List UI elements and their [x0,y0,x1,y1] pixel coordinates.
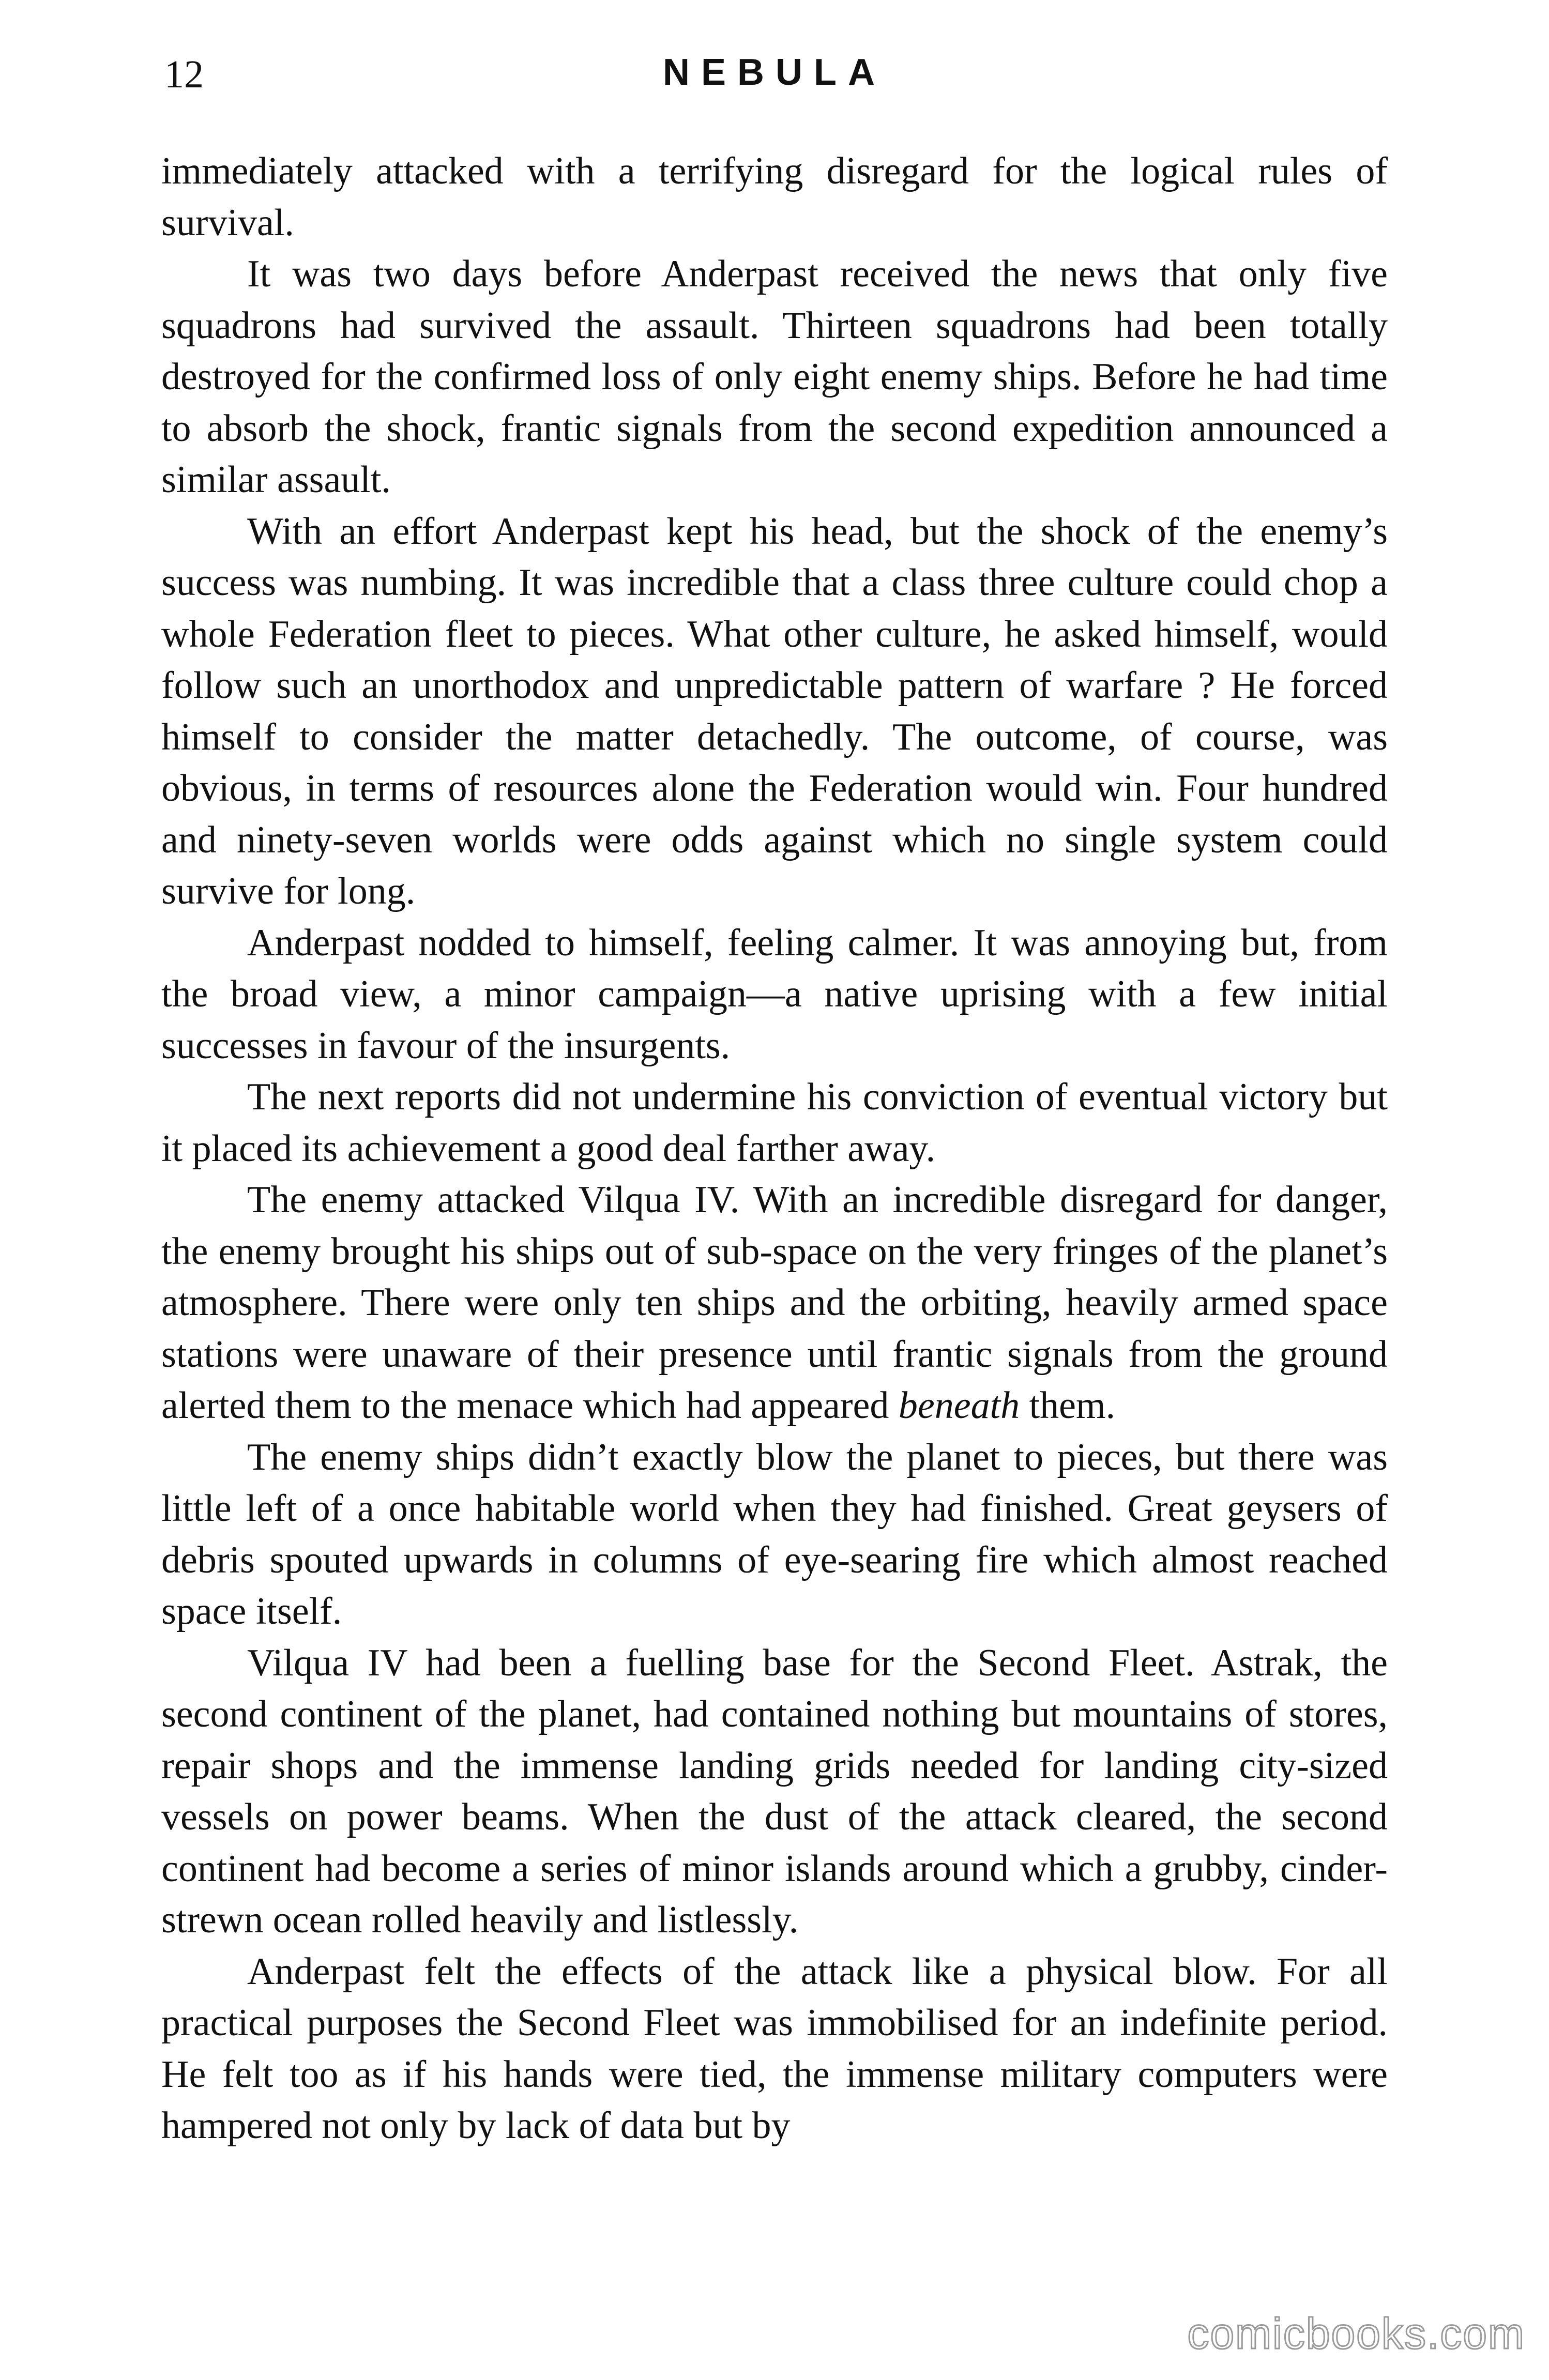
paragraph-text: Anderpast felt the effects of the attack like a physical blow. For all practical purposes the Second Fleet was immobilised for an indefinite period. He felt too as if his hands were tied, the immense military computers were hampered not only by lack of data but by [161,1950,1388,2147]
paragraph-text: With an effort Anderpast kept his head, but the shock of the enemy’s success was numbing. It was incredible that a class three culture could chop a whole Federation fleet to pieces. What other culture, he asked himself, would follow such an unorthodox and unpredictable pattern of warfare ? He forced himself to consider the matter detachedly. The outcome, of course, was obvious, in terms of resources alone the Federation would win. Four hundred and ninety-seven worlds were odds against which no single system could survive for long. [161,510,1388,912]
paragraph [161,146,1388,249]
paragraph-text: immediately attacked with a terrifying disregard for the logical rules of survival. [161,150,1388,244]
paragraph-text: Vilqua IV had been a fuelling base for the Second Fleet. Astrak, the second continent of the planet, had contained nothing but mountains of stores, repair shops and the immense landing grids needed for landing city-sized vessels on power beams. When the dust of the attack cleared, the second continent had become a series of minor islands around which a grubby, cinder-strewn ocean rolled heavily and listlessly. [161,1641,1388,1941]
paragraph [161,506,1388,918]
watermark-logo: comicbooks.com [1187,2309,1525,2358]
emphasis-text: beneath [898,1384,1020,1427]
paragraph-text: Anderpast nodded to himself, feeling calmer. It was annoying but, from the broad view, a minor campaign—a native uprising with a few initial successes in favour of the insurgents. [161,921,1388,1067]
paragraph-text: It was two days before Anderpast received the news that only five squadrons had survived the assault. Thirteen squadrons had been totally destroyed for the confirmed loss of only eight enemy ships. Before he had time to absorb the shock, frantic signals from the second expedition announced a similar assault. [161,253,1388,501]
paragraph [161,249,1388,506]
paragraph-text: The enemy ships didn’t exactly blow the planet to pieces, but there was little left of a once habitable world when they had finished. Great geysers of debris spouted upwards in columns of eye-searing fire which almost reached space itself. [161,1436,1388,1633]
paragraph [161,1072,1388,1174]
paragraph-text: them. [1020,1384,1116,1427]
paragraph [161,918,1388,1072]
paragraph [161,1638,1388,1946]
paragraph [161,1946,1388,2152]
paragraph [161,1174,1388,1432]
body-text [161,146,1388,2152]
page-number: 12 [164,53,204,96]
paragraph [161,1432,1388,1638]
paragraph-text: The enemy attacked Vilqua IV. With an incredible disregard for danger, the enemy brought his ships out of sub-space on the very fringes of the planet’s atmosphere. There were only ten ships and the orbiting, heavily armed space stations were unaware of their presence until frantic signals from the ground alerted them to the menace which had appeared [161,1179,1388,1427]
running-title: NEBULA [663,52,886,93]
paragraph-text: The next reports did not undermine his conviction of eventual victory but it placed its achievement a good deal farther away. [161,1076,1388,1170]
